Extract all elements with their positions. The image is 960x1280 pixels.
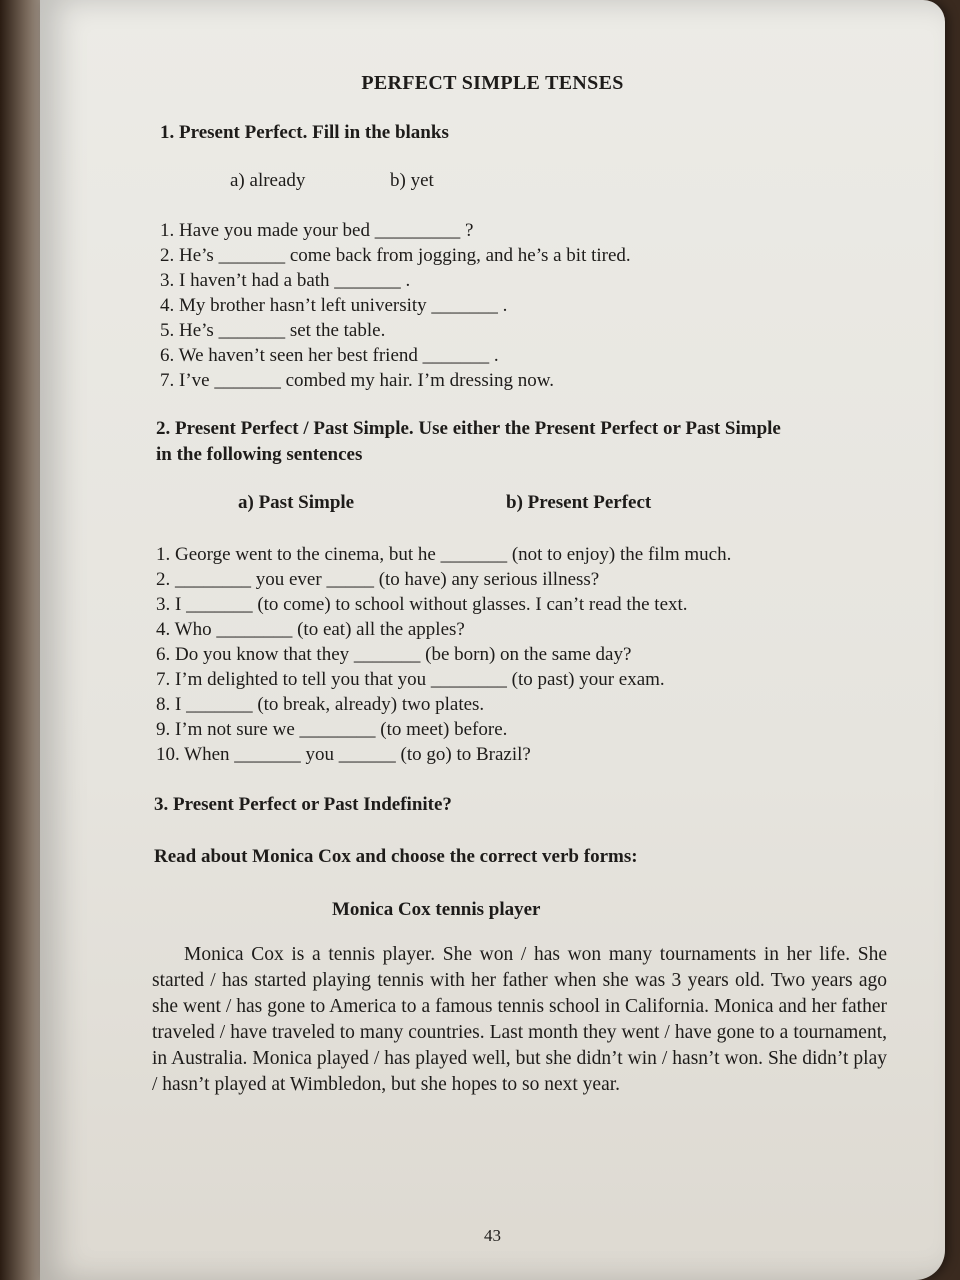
section1-item: 3. I haven’t had a bath _______ . [160, 270, 411, 291]
section2-item: 1. George went to the cinema, but he _______ (not to enjoy) the film much. [156, 544, 732, 565]
section1-item: 4. My brother hasn’t left university _______ . [160, 295, 508, 316]
section1-option-b: b) yet [390, 170, 434, 191]
section1-item: 1. Have you made your bed _________ ? [160, 220, 474, 241]
section2-item: 4. Who ________ (to eat) all the apples? [156, 619, 465, 640]
section2-option-a: a) Past Simple [238, 492, 355, 513]
section3-heading: 3. Present Perfect or Past Indefinite? [154, 794, 452, 815]
section1-option-a: a) already [230, 170, 306, 191]
section2-item: 3. I _______ (to come) to school without glasses. I can’t read the text. [156, 594, 688, 615]
book-page [40, 0, 945, 1280]
section2-item: 2. ________ you ever _____ (to have) any serious illness? [156, 569, 600, 590]
section2-item: 7. I’m delighted to tell you that you ________ (to past) your exam. [156, 669, 665, 690]
section1-heading: 1. Present Perfect. Fill in the blanks [160, 122, 449, 143]
section2-heading-cont: in the following sentences [156, 444, 363, 465]
section2-item: 6. Do you know that they _______ (be born) on the same day? [156, 644, 632, 665]
section3-instruction: Read about Monica Cox and choose the correct verb forms: [154, 846, 638, 867]
section1-item: 5. He’s _______ set the table. [160, 320, 386, 341]
section2-item: 8. I _______ (to break, already) two plates. [156, 694, 485, 715]
monica-cox-paragraph: Monica Cox is a tennis player. She won / has won many tournaments in her life. She started / has started playing tennis with her father when she was 3 years old. Two years ago she went / has gone to America to a famous tennis school in California. Monica and her father traveled / have traveled to many countries. Last month they went / have gone to a tournament, in Australia. Monica played / has played well, but she didn’t win / hasn’t won. She didn’t play / hasn’t played at Wimbledon, but she hopes to so next year. [152, 944, 887, 1095]
page-number: 43 [484, 1226, 501, 1245]
section3-subtitle: Monica Cox tennis player [332, 899, 541, 920]
section2-item: 10. When _______ you ______ (to go) to Brazil? [156, 744, 531, 765]
section1-item: 7. I’ve _______ combed my hair. I’m dressing now. [160, 370, 554, 391]
section1-item: 2. He’s _______ come back from jogging, and he’s a bit tired. [160, 245, 631, 266]
section2-option-b: b) Present Perfect [506, 492, 652, 513]
section1-item: 6. We haven’t seen her best friend _______ . [160, 345, 499, 366]
page-title: PERFECT SIMPLE TENSES [361, 72, 624, 94]
section2-item: 9. I’m not sure we ________ (to meet) before. [156, 719, 508, 740]
section2-heading: 2. Present Perfect / Past Simple. Use either the Present Perfect or Past Simple [156, 418, 781, 439]
